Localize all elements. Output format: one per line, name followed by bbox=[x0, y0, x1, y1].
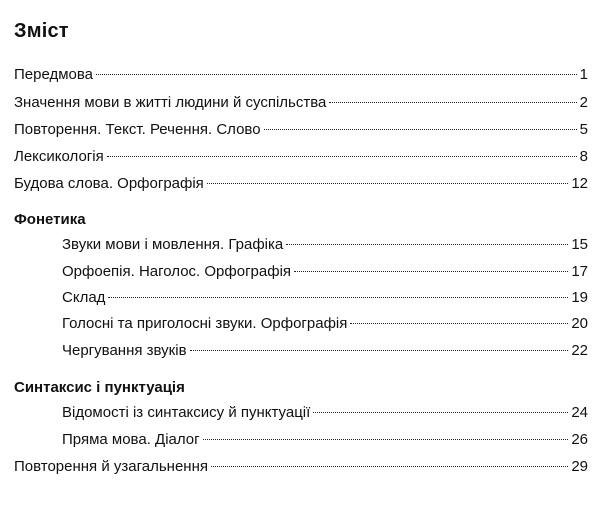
dot-leader bbox=[190, 350, 569, 351]
toc-entry-label: Звуки мови і мовлення. Графіка bbox=[62, 236, 284, 253]
toc-subentry bbox=[62, 289, 588, 307]
toc-entry-label: Орфоепія. Наголос. Орфографія bbox=[62, 263, 292, 280]
toc-entry bbox=[14, 94, 588, 112]
dot-leader bbox=[96, 74, 577, 75]
toc-entry bbox=[14, 121, 588, 139]
toc-subentry bbox=[62, 315, 588, 333]
toc-entry bbox=[14, 148, 588, 166]
dot-leader bbox=[350, 323, 568, 324]
toc-subentry bbox=[62, 342, 588, 360]
dot-leader bbox=[207, 183, 569, 184]
toc-entry bbox=[14, 458, 588, 476]
toc-entry-page: 22 bbox=[571, 342, 588, 359]
dot-leader bbox=[294, 271, 568, 272]
toc-entry-page: 15 bbox=[571, 236, 588, 253]
dot-leader bbox=[329, 102, 576, 103]
dot-leader bbox=[264, 129, 577, 130]
toc-entry-label: Відомості із синтаксису й пунктуації bbox=[62, 404, 311, 421]
toc-entry-page: 24 bbox=[571, 404, 588, 421]
toc-subentry bbox=[62, 431, 588, 449]
dot-leader bbox=[203, 439, 569, 440]
toc-entry-label: Лексикологія bbox=[14, 148, 104, 165]
toc-entry-page: 20 bbox=[571, 315, 588, 332]
toc-entry-label: Пряма мова. Діалог bbox=[62, 431, 200, 448]
toc-entry bbox=[14, 175, 588, 193]
toc-entry-page: 19 bbox=[571, 289, 588, 306]
section-heading-phonetics: Фонетика bbox=[14, 211, 86, 228]
dot-leader bbox=[313, 412, 568, 413]
toc-entry-page: 17 bbox=[571, 263, 588, 280]
toc-entry-label: Повторення. Текст. Речення. Слово bbox=[14, 121, 261, 138]
toc-entry-page: 12 bbox=[571, 175, 588, 192]
toc-entry-page: 8 bbox=[579, 148, 588, 165]
dot-leader bbox=[107, 156, 577, 157]
toc-entry-label: Склад bbox=[62, 289, 106, 306]
dot-leader bbox=[286, 244, 568, 245]
toc-entry-page: 5 bbox=[579, 121, 588, 138]
toc-entry bbox=[14, 66, 588, 84]
toc-entry-label: Повторення й узагальнення bbox=[14, 458, 208, 475]
toc-entry-page: 1 bbox=[579, 66, 588, 83]
dot-leader bbox=[108, 297, 568, 298]
toc-entry-page: 2 bbox=[579, 94, 588, 111]
toc-subentry bbox=[62, 404, 588, 422]
toc-entry-label: Голосні та приголосні звуки. Орфографія bbox=[62, 315, 348, 332]
dot-leader bbox=[211, 466, 568, 467]
toc-subentry bbox=[62, 236, 588, 254]
toc-entry-label: Значення мови в житті людини й суспільства bbox=[14, 94, 327, 111]
toc-entry-label: Чергування звуків bbox=[62, 342, 187, 359]
page-title: Зміст bbox=[14, 20, 69, 42]
toc-entry-page: 26 bbox=[571, 431, 588, 448]
section-heading-syntax: Синтаксис і пунктуація bbox=[14, 379, 185, 396]
toc-subentry bbox=[62, 263, 588, 281]
toc-entry-label: Передмова bbox=[14, 66, 94, 83]
toc-entry-page: 29 bbox=[571, 458, 588, 475]
toc-entry-label: Будова слова. Орфографія bbox=[14, 175, 204, 192]
